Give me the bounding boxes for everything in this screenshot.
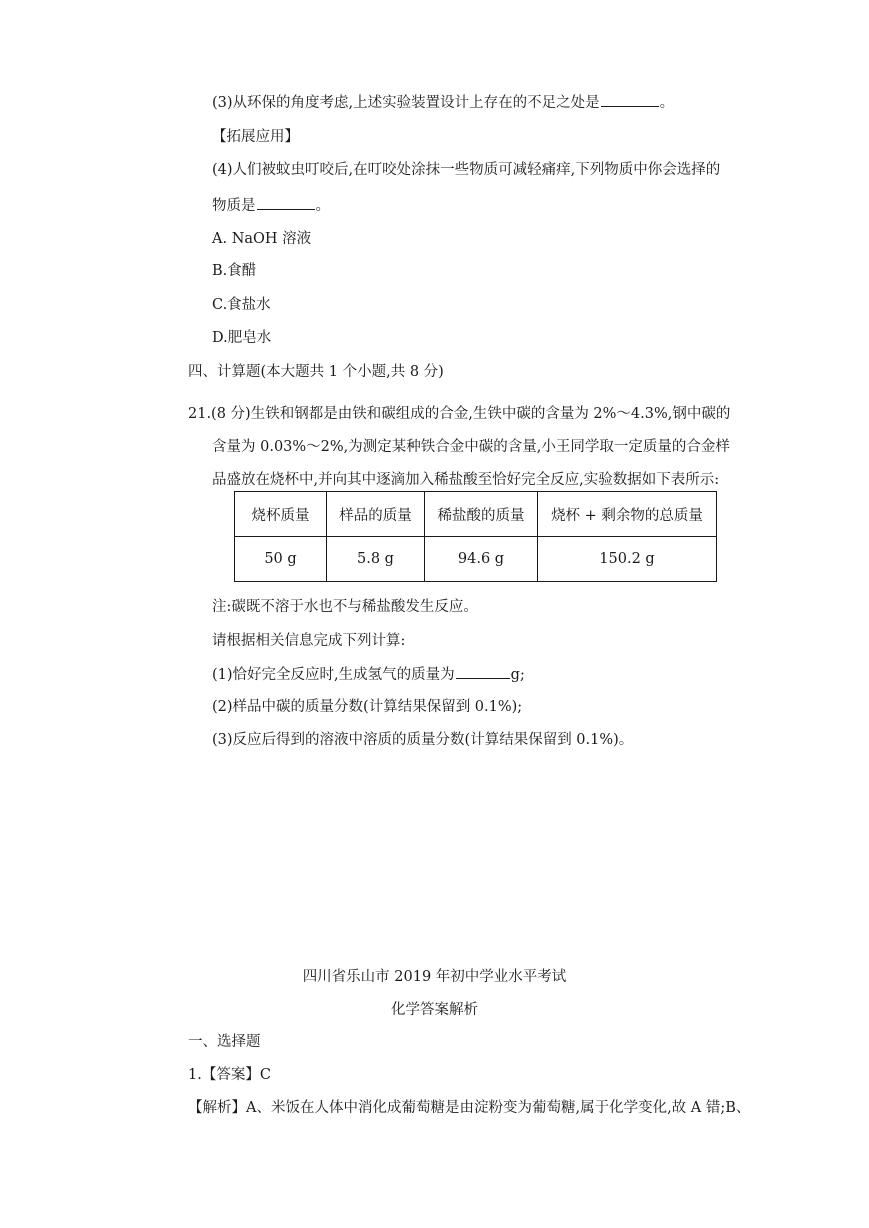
q21-line2: 含量为 0.03%～2%,为测定某种铁合金中碳的含量,小王同学取一定质量的合金样 bbox=[212, 439, 730, 455]
answer-subtitle: 化学答案解析 bbox=[391, 1002, 478, 1018]
table-header-cell: 稀盐酸的质量 bbox=[425, 492, 538, 537]
table-cell: 5.8 g bbox=[327, 537, 425, 582]
q3-env-blank bbox=[601, 92, 659, 107]
answer-1: 1.【答案】C bbox=[188, 1067, 271, 1083]
section4-title: 四、计算题(本大题共 1 个小题,共 8 分) bbox=[188, 364, 444, 380]
q4-option-d: D.肥皂水 bbox=[212, 330, 272, 346]
q4-prefix: 物质是 bbox=[212, 198, 256, 214]
table-header-row bbox=[235, 492, 717, 537]
q4-suffix: 。 bbox=[315, 198, 330, 214]
q21-sub1-suffix: g; bbox=[510, 667, 525, 683]
q21-sub1-blank bbox=[456, 664, 510, 679]
table-header-cell: 样品的质量 bbox=[327, 492, 425, 537]
q21-sub3: (3)反应后得到的溶液中溶质的质量分数(计算结果保留到 0.1%)。 bbox=[212, 732, 634, 748]
q4-blank bbox=[257, 195, 315, 210]
q4-line2 bbox=[212, 195, 330, 216]
q21-sub1-prefix: (1)恰好完全反应时,生成氢气的质量为 bbox=[212, 667, 455, 683]
q4-option-c: C.食盐水 bbox=[212, 297, 271, 313]
answer-section1: 一、选择题 bbox=[188, 1034, 261, 1050]
q21-line3: 品盛放在烧杯中,并向其中逐滴加入稀盐酸至恰好完全反应,实验数据如下表所示: bbox=[212, 472, 720, 488]
q3-env-suffix: 。 bbox=[659, 95, 675, 111]
table-cell: 50 g bbox=[235, 537, 327, 582]
q21-sub1 bbox=[212, 664, 525, 685]
q3-env-text bbox=[212, 92, 674, 113]
q4-line1: (4)人们被蚊虫叮咬后,在叮咬处涂抹一些物质可减轻痛痒,下列物质中你会选择的 bbox=[212, 162, 721, 178]
table-header-cell: 烧杯质量 bbox=[235, 492, 327, 537]
table-row bbox=[235, 537, 717, 582]
table-header-cell: 烧杯 + 剩余物的总质量 bbox=[538, 492, 717, 537]
q4-option-a: A. NaOH 溶液 bbox=[212, 231, 312, 247]
section-extend-heading: 【拓展应用】 bbox=[212, 129, 299, 145]
answer-1-explanation: 【解析】A、米饭在人体中消化成葡萄糖是由淀粉变为葡萄糖,属于化学变化,故 A 错;B、 bbox=[188, 1100, 751, 1116]
q21-sub2: (2)样品中碳的质量分数(计算结果保留到 0.1%); bbox=[212, 699, 523, 715]
answer-title: 四川省乐山市 2019 年初中学业水平考试 bbox=[302, 969, 567, 985]
table-cell: 94.6 g bbox=[425, 537, 538, 582]
q4-option-b: B.食醋 bbox=[212, 263, 257, 279]
q21-note: 注:碳既不溶于水也不与稀盐酸发生反应。 bbox=[212, 599, 478, 615]
table-cell: 150.2 g bbox=[538, 537, 717, 582]
q3-env-prefix: (3)从环保的角度考虑,上述实验装置设计上存在的不足之处是 bbox=[212, 95, 600, 111]
q21-instruction: 请根据相关信息完成下列计算: bbox=[212, 633, 406, 649]
experiment-data-table bbox=[234, 491, 717, 582]
q21-line1: 21.(8 分)生铁和钢都是由铁和碳组成的合金,生铁中碳的含量为 2%～4.3%,钢中碳的 bbox=[188, 406, 731, 422]
